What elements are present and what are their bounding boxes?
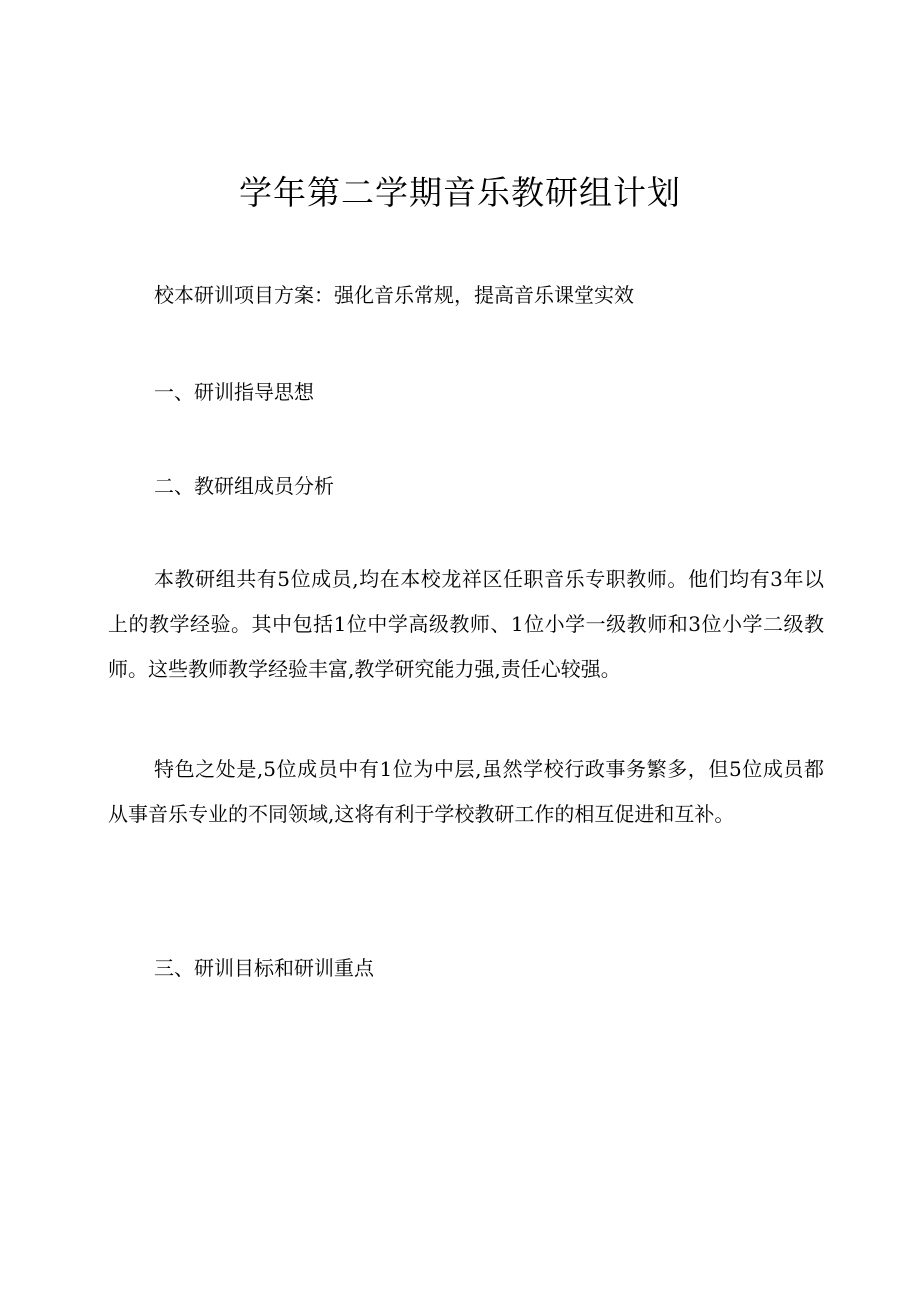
paragraph-member-overview: 本教研组共有5位成员,均在本校龙祥区任职音乐专职教师。他们均有3年以上的教学经验。其中包括1位中学高级教师、1位小学一级教师和3位小学二级教师。这些教师教学经验丰富,教学研究能力强,责任心较强。 bbox=[108, 567, 824, 681]
section-heading-goals-focus: 三、研训目标和研训重点 bbox=[154, 956, 374, 980]
paragraph-team-features: 特色之处是,5位成员中有1位为中层,虽然学校行政事务繁多，但5位成员都从事音乐专业的不同领域,这将有利于学校教研工作的相互促进和互补。 bbox=[108, 757, 824, 826]
section-heading-member-analysis: 二、教研组成员分析 bbox=[154, 474, 334, 498]
project-subtitle: 校本研训项目方案：强化音乐常规，提高音乐课堂实效 bbox=[154, 283, 634, 307]
document-title: 学年第二学期音乐教研组计划 bbox=[239, 173, 681, 212]
section-heading-guiding-ideology: 一、研训指导思想 bbox=[154, 380, 314, 404]
